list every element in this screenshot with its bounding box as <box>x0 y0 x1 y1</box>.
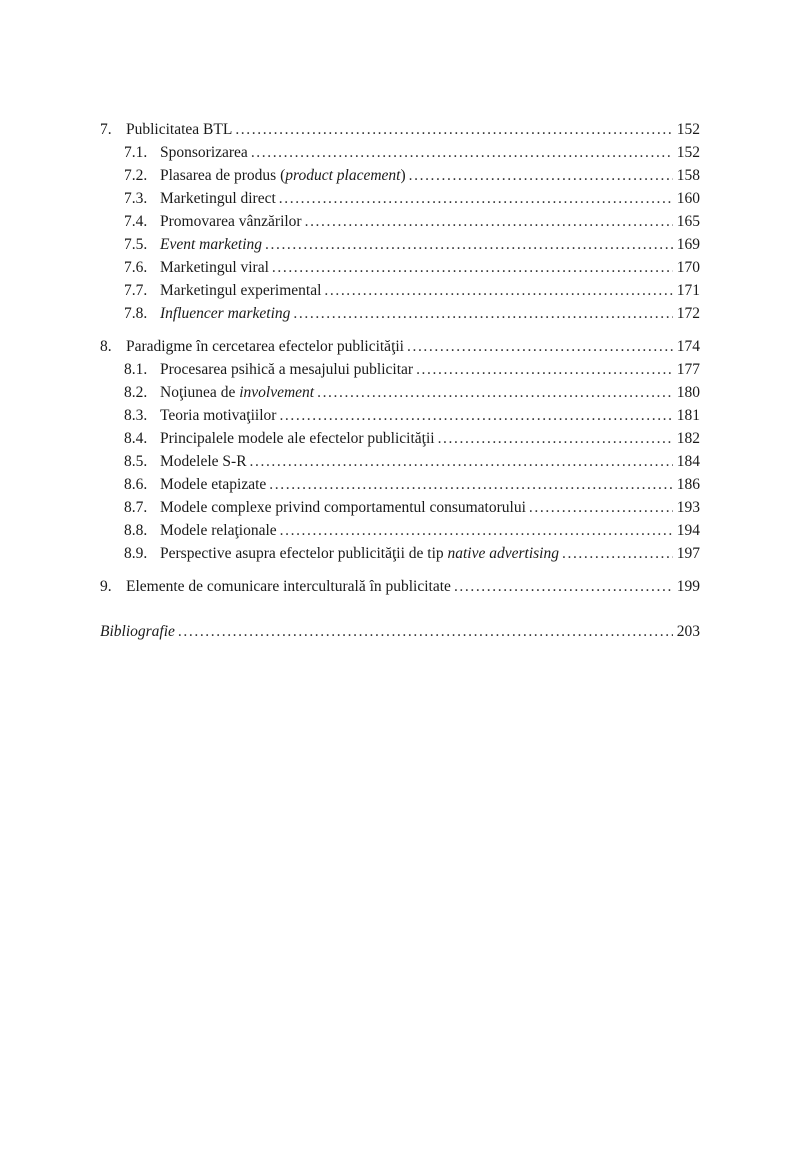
toc-entry-number: 7.7. <box>124 282 148 299</box>
toc-entry-page: 174 <box>676 338 700 355</box>
toc-entry-number: 7. <box>100 121 112 138</box>
toc-entry-title: Procesarea psihică a mesajului publicitar <box>160 361 414 378</box>
dot-leader <box>438 427 673 450</box>
toc-entry-page: 194 <box>676 522 700 539</box>
toc-entry-page: 152 <box>676 121 700 138</box>
toc-entry-number: 7.8. <box>124 305 148 322</box>
toc-entry-8-8[interactable] <box>100 519 700 542</box>
toc-entry-title: Principalele modele ale efectelor publicităţii <box>160 430 435 447</box>
toc-entry-number: 7.2. <box>124 167 148 184</box>
title-italic-part: native advertising <box>447 545 559 562</box>
toc-entry-bibliography[interactable] <box>100 620 700 643</box>
title-part: Perspective asupra efectelor publicităţii de tip <box>160 545 448 562</box>
toc-entry-number: 8.9. <box>124 545 148 562</box>
toc-entry-page: 186 <box>676 476 700 493</box>
dot-leader <box>409 164 673 187</box>
toc-entry-8-7[interactable] <box>100 496 700 519</box>
toc-entry-number: 8.8. <box>124 522 148 539</box>
toc-entry-title: Promovarea vânzărilor <box>160 213 302 230</box>
title-italic-part: involvement <box>239 384 315 401</box>
dot-leader <box>250 450 673 473</box>
dot-leader <box>280 519 673 542</box>
toc-entry-title: Marketingul viral <box>160 259 269 276</box>
toc-entry-8-9[interactable] <box>100 542 700 565</box>
toc-entry-number: 8.7. <box>124 499 148 516</box>
dot-leader <box>454 575 673 598</box>
toc-entry-page: 177 <box>676 361 700 378</box>
title-italic-part: product placement <box>285 167 401 184</box>
toc-entry-8-1[interactable] <box>100 358 700 381</box>
dot-leader <box>324 279 672 302</box>
toc-entry-page: 172 <box>676 305 700 322</box>
toc-entry-7-5[interactable] <box>100 233 700 256</box>
toc-entry-page: 182 <box>676 430 700 447</box>
dot-leader <box>235 118 672 141</box>
dot-leader <box>178 620 673 643</box>
toc-entry-chapter-9[interactable] <box>100 575 700 598</box>
toc-entry-7-1[interactable] <box>100 141 700 164</box>
toc-entry-number: 8.2. <box>124 384 148 401</box>
toc-entry-title: Marketingul direct <box>160 190 276 207</box>
dot-leader <box>317 381 673 404</box>
toc-entry-title: Teoria motivaţiilor <box>160 407 277 424</box>
toc-entry-title <box>160 542 559 565</box>
title-part: Noţiunea de <box>160 384 240 401</box>
toc-entry-title: Bibliografie <box>100 623 175 640</box>
dot-leader <box>269 473 672 496</box>
dot-leader <box>416 358 673 381</box>
toc-entry-number: 8.3. <box>124 407 148 424</box>
toc-entry-7-2[interactable] <box>100 164 700 187</box>
toc-entry-title: Modelele S-R <box>160 453 247 470</box>
toc-entry-7-4[interactable] <box>100 210 700 233</box>
toc-entry-8-2[interactable] <box>100 381 700 404</box>
toc-entry-page: 197 <box>676 545 700 562</box>
toc-entry-page: 170 <box>676 259 700 276</box>
dot-leader <box>305 210 673 233</box>
dot-leader <box>529 496 673 519</box>
toc-entry-page: 199 <box>676 578 700 595</box>
toc-entry-number: 7.1. <box>124 144 148 161</box>
dot-leader <box>272 256 673 279</box>
toc-entry-page: 184 <box>676 453 700 470</box>
toc-entry-page: 152 <box>676 144 700 161</box>
toc-entry-page: 158 <box>676 167 700 184</box>
dot-leader <box>562 542 673 565</box>
toc-entry-title: Publicitatea BTL <box>126 121 233 138</box>
toc-entry-7-6[interactable] <box>100 256 700 279</box>
toc-entry-page: 193 <box>676 499 700 516</box>
toc-entry-number: 7.3. <box>124 190 148 207</box>
toc-entry-page: 169 <box>676 236 700 253</box>
toc-entry-7-8[interactable] <box>100 302 700 325</box>
dot-leader <box>279 187 673 210</box>
toc-entry-title <box>160 164 406 187</box>
toc-entry-number: 7.5. <box>124 236 148 253</box>
toc-entry-number: 8.6. <box>124 476 148 493</box>
section-gap <box>100 565 700 575</box>
toc-entry-8-3[interactable] <box>100 404 700 427</box>
toc-entry-page: 165 <box>676 213 700 230</box>
toc-entry-title: Modele relaţionale <box>160 522 277 539</box>
toc-entry-number: 9. <box>100 578 112 595</box>
dot-leader <box>279 404 672 427</box>
section-gap <box>100 598 700 620</box>
toc-entry-8-4[interactable] <box>100 427 700 450</box>
toc-entry-title: Paradigme în cercetarea efectelor publicităţii <box>126 338 404 355</box>
toc-entry-number: 7.6. <box>124 259 148 276</box>
toc-entry-number: 8.5. <box>124 453 148 470</box>
title-part: ) <box>400 167 406 184</box>
toc-entry-title: Sponsorizarea <box>160 144 248 161</box>
toc-entry-number: 8.4. <box>124 430 148 447</box>
toc-entry-title: Event marketing <box>160 236 263 253</box>
toc-entry-page: 181 <box>676 407 700 424</box>
toc-entry-page: 203 <box>676 623 700 640</box>
toc-entry-8-5[interactable] <box>100 450 700 473</box>
toc-entry-title: Modele etapizate <box>160 476 267 493</box>
toc-entry-page: 171 <box>676 282 700 299</box>
dot-leader <box>265 233 673 256</box>
toc-entry-title: Influencer marketing <box>160 305 291 322</box>
dot-leader <box>251 141 673 164</box>
toc-entry-number: 8.1. <box>124 361 148 378</box>
table-of-contents <box>100 118 700 643</box>
toc-entry-number: 7.4. <box>124 213 148 230</box>
dot-leader <box>293 302 672 325</box>
toc-entry-page: 160 <box>676 190 700 207</box>
toc-entry-title: Elemente de comunicare interculturală în publicitate <box>126 578 451 595</box>
toc-entry-7-3[interactable] <box>100 187 700 210</box>
section-gap <box>100 325 700 335</box>
toc-entry-8-6[interactable] <box>100 473 700 496</box>
toc-entry-chapter-8[interactable] <box>100 335 700 358</box>
toc-entry-page: 180 <box>676 384 700 401</box>
toc-entry-chapter-7[interactable] <box>100 118 700 141</box>
toc-entry-7-7[interactable] <box>100 279 700 302</box>
dot-leader <box>407 335 673 358</box>
toc-entry-title: Marketingul experimental <box>160 282 322 299</box>
title-part: Plasarea de produs ( <box>160 167 286 184</box>
toc-entry-title: Modele complexe privind comportamentul consumatorului <box>160 499 526 516</box>
toc-entry-title <box>160 381 314 404</box>
toc-entry-number: 8. <box>100 338 112 355</box>
